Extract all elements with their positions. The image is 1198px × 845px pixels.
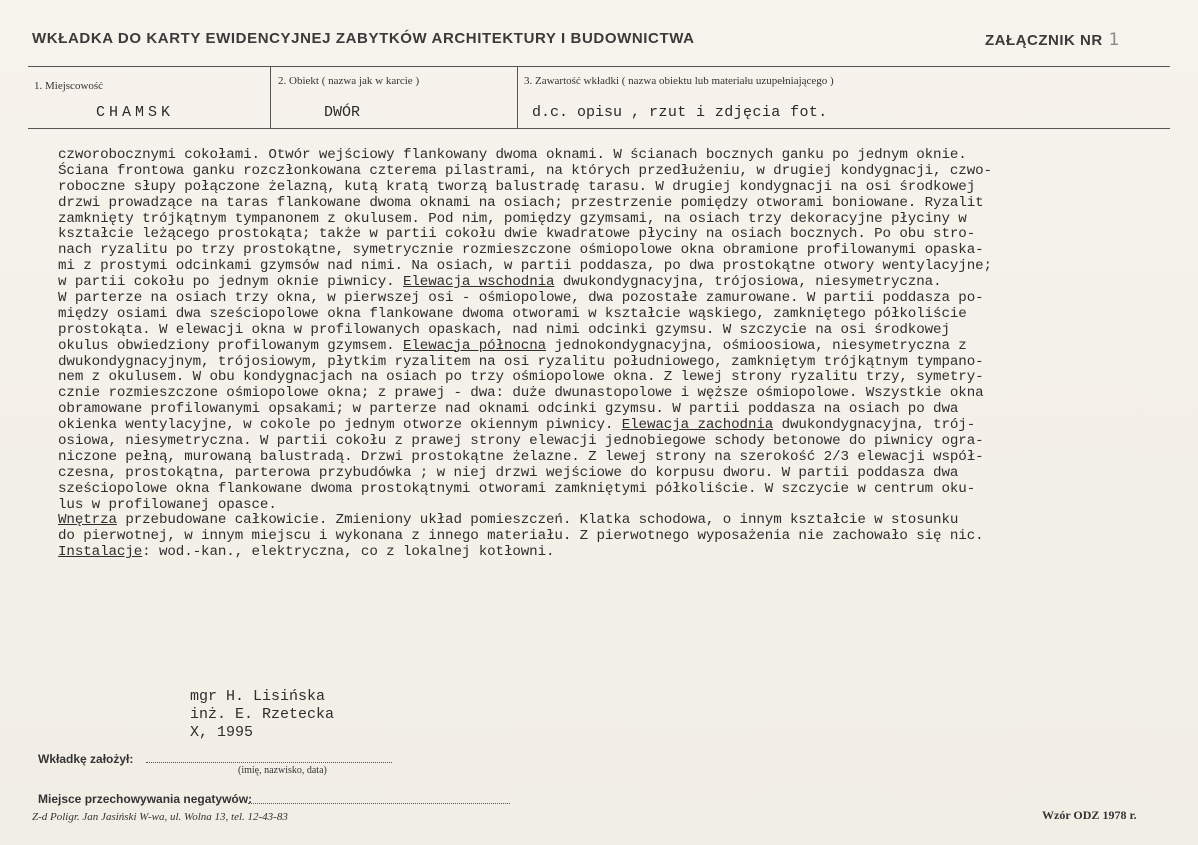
text-line — [58, 434, 1178, 450]
text-segment: nach ryzalitu po trzy prostokątne, symetrycznie rozmieszczone ośmiopolowe okna obramione profilowanymi opaska- — [58, 242, 984, 259]
content-label: 3. Zawartość wkładki ( nazwa obiektu lub materiału uzupełniającego ) — [524, 75, 834, 87]
town-label: 1. Miejscowość — [34, 80, 104, 92]
text-line — [58, 370, 1178, 386]
signature-line-3: X, 1995 — [190, 724, 254, 741]
text-line — [58, 148, 1178, 164]
negatives-label: Miejsce przechowywania negatywów: — [38, 792, 253, 806]
annex-number: 1 — [1108, 30, 1120, 50]
text-line — [58, 513, 1178, 529]
text-segment: Ściana frontowa ganku rozczłonkowana czterema pilastrami, na których przedłużeniu, w drugiej kondygnacji, czwo- — [58, 162, 992, 179]
text-segment: między osiami dwa sześciopolowe okna flankowane dwoma otworami w kształcie wąskiego, zamkniętego półkoliście — [58, 305, 967, 322]
text-line — [58, 291, 1178, 307]
text-line — [58, 180, 1178, 196]
text-line — [58, 355, 1178, 371]
text-line — [58, 339, 1178, 355]
text-segment: jednokondygnacyjna, ośmioosiowa, niesymetryczna z — [546, 337, 967, 354]
text-segment: zamknięty trójkątnym tympanonem z okulusem. Pod nim, pomiędzy gzymsami, na osiach trzy dekoracyjne płyciny w — [58, 210, 967, 227]
text-segment: czesna, prostokątna, parterowa przybudówka ; w niej drzwi wejściowe do korpusu dworu. W partii poddasza dwa — [58, 464, 959, 481]
table-top-rule — [28, 66, 1170, 67]
text-segment: przebudowane całkowicie. Zmieniony układ pomieszczeń. Klatka schodowa, o innym kształcie w stosunku — [116, 512, 959, 529]
table-bottom-rule — [28, 128, 1170, 129]
content-value-part-b: rzut i zdjęcia fot. — [649, 104, 828, 121]
text-segment: cznie rozmieszczone ośmiopolowe okna; z prawej - dwa: duże dwunastopolowe i węższe ośmiopolowe. Wszystkie okna — [58, 385, 984, 402]
text-line — [58, 402, 1178, 418]
object-value: DWÓR — [324, 104, 361, 121]
created-by-hint: (imię, nazwisko, data) — [238, 765, 327, 776]
text-segment: nem z okulusem. W obu kondygnacjach na osiach po trzy ośmiopolowe okna. Z lewej strony ryzalitu trzy, symetry- — [58, 369, 984, 386]
text-line — [58, 386, 1178, 402]
text-segment: dwukondygnacyjnym, trójosiowym, płytkim ryzalitem na osi ryzalitu południowego, zamkniętym trójkątnym tympano- — [58, 353, 984, 370]
text-segment: drzwi prowadzące na taras flankowane dwoma oknami na osiach; przestrzenie pomiędzy otworami boniowane. Ryzalit — [58, 194, 984, 211]
text-line — [58, 227, 1178, 243]
text-segment: lus w profilowanej opasce. — [58, 496, 277, 513]
text-segment: okulus obwiedziony profilowanym gzymsem. — [58, 337, 403, 354]
text-line — [58, 498, 1178, 514]
text-segment: okienka wentylacyjne, w cokole po jednym otworze okiennym piwnicy. — [58, 417, 622, 434]
form-model: Wzór ODZ 1978 r. — [1042, 808, 1137, 822]
text-segment: roboczne słupy połączone żelazną, kutą kratą tworzą balustradę tarasu. W drugiej kondygnacji na osi środkowej — [58, 178, 976, 195]
text-segment: sześciopolowe okna flankowane dwoma prostokątnymi otworami zamkniętymi półkoliście. W szczycie w centrum oku- — [58, 480, 976, 497]
signature-line-2: inż. E. Rzetecka — [190, 706, 335, 723]
underlined-heading: Elewacja zachodnia — [621, 417, 774, 434]
table-divider-1 — [270, 66, 271, 128]
text-segment: niczone pełną, murowaną balustradą. Drzwi prostokątne żelazne. Z lewej strony na szerokość 2/3 elewacji współ- — [58, 448, 984, 465]
created-by-label: Wkładkę założył: — [38, 752, 134, 766]
text-line — [58, 529, 1178, 545]
form-title: WKŁADKA DO KARTY EWIDENCYJNEJ ZABYTKÓW ARCHITEKTURY I BUDOWNICTWA — [32, 30, 695, 47]
text-segment: W parterze na osiach trzy okna, w pierwszej osi - ośmiopolowe, dwa pozostałe zamurowane. W partii poddasza po- — [58, 290, 984, 307]
underlined-heading: Instalacje — [58, 544, 143, 561]
text-line — [58, 275, 1178, 291]
description-text — [58, 148, 1178, 561]
text-line — [58, 323, 1178, 339]
text-segment: obramowane profilowanymi opsakami; w parterze nad oknami odcinki gzymsu. W partii poddasza na osiach po dwa — [58, 401, 959, 418]
printer-imprint: Z-d Poligr. Jan Jasiński W-wa, ul. Wolna 13, tel. 12-43-83 — [32, 811, 288, 823]
text-line — [58, 243, 1178, 259]
table-divider-2 — [517, 66, 518, 128]
content-value-part-a: d.c. opisu , — [532, 104, 641, 121]
text-line — [58, 466, 1178, 482]
text-line — [58, 418, 1178, 434]
text-segment: dwukondygnacyjna, trójosiowa, niesymetryczna. — [554, 274, 942, 291]
text-segment: prostokąta. W elewacji okna w profilowanych opaskach, nad nimi odcinki gzymsu. W szczycie na osi środkowej — [58, 321, 950, 338]
text-line — [58, 307, 1178, 323]
created-by-dotted-line — [146, 762, 392, 763]
text-segment: kształcie leżącego prostokąta; także w partii cokołu dwie kwadratowe płyciny na osiach bocznych. Po obu stro- — [58, 226, 976, 243]
signature-block — [190, 688, 334, 742]
text-segment: dwukondygnacyjna, trój- — [773, 417, 976, 434]
text-line — [58, 450, 1178, 466]
text-segment: do pierwotnej, w innym miejscu i wykonana z innego materiału. Z pierwotnego wyposażenia nie zachowało się nic. — [58, 528, 984, 545]
text-line — [58, 196, 1178, 212]
text-segment: : wod.-kan., elektryczna, co z lokalnej kotłowni. — [142, 544, 555, 561]
text-line — [58, 164, 1178, 180]
object-label: 2. Obiekt ( nazwa jak w karcie ) — [278, 75, 420, 87]
underlined-heading: Wnętrza — [58, 512, 117, 529]
annex-label-text: ZAŁĄCZNIK NR — [985, 32, 1103, 49]
underlined-heading: Elewacja północna — [402, 337, 547, 354]
text-line — [58, 259, 1178, 275]
negatives-dotted-line — [248, 803, 510, 804]
text-line — [58, 545, 1178, 561]
text-segment: mi z prostymi odcinkami gzymsów nad nimi. Na osiach, w partii poddasza, po dwa prostokątne otwory wentylacyjne; — [58, 258, 992, 275]
text-line — [58, 212, 1178, 228]
text-segment: czworobocznymi cokołami. Otwór wejściowy flankowany dwoma oknami. W ścianach bocznych ganku po jednym oknie. — [58, 147, 967, 163]
text-segment: osiowa, niesymetryczna. W partii cokołu z prawej strony elewacji jednobiegowe schody betonowe do piwnicy ogra- — [58, 433, 984, 450]
text-segment: w partii cokołu po jednym oknie piwnicy. — [58, 274, 403, 291]
signature-line-1: mgr H. Lisińska — [190, 688, 326, 705]
annex-label — [985, 30, 1120, 50]
text-line — [58, 482, 1178, 498]
town-value: CHAMSK — [96, 104, 175, 121]
content-value — [532, 104, 828, 121]
underlined-heading: Elewacja wschodnia — [402, 274, 555, 291]
